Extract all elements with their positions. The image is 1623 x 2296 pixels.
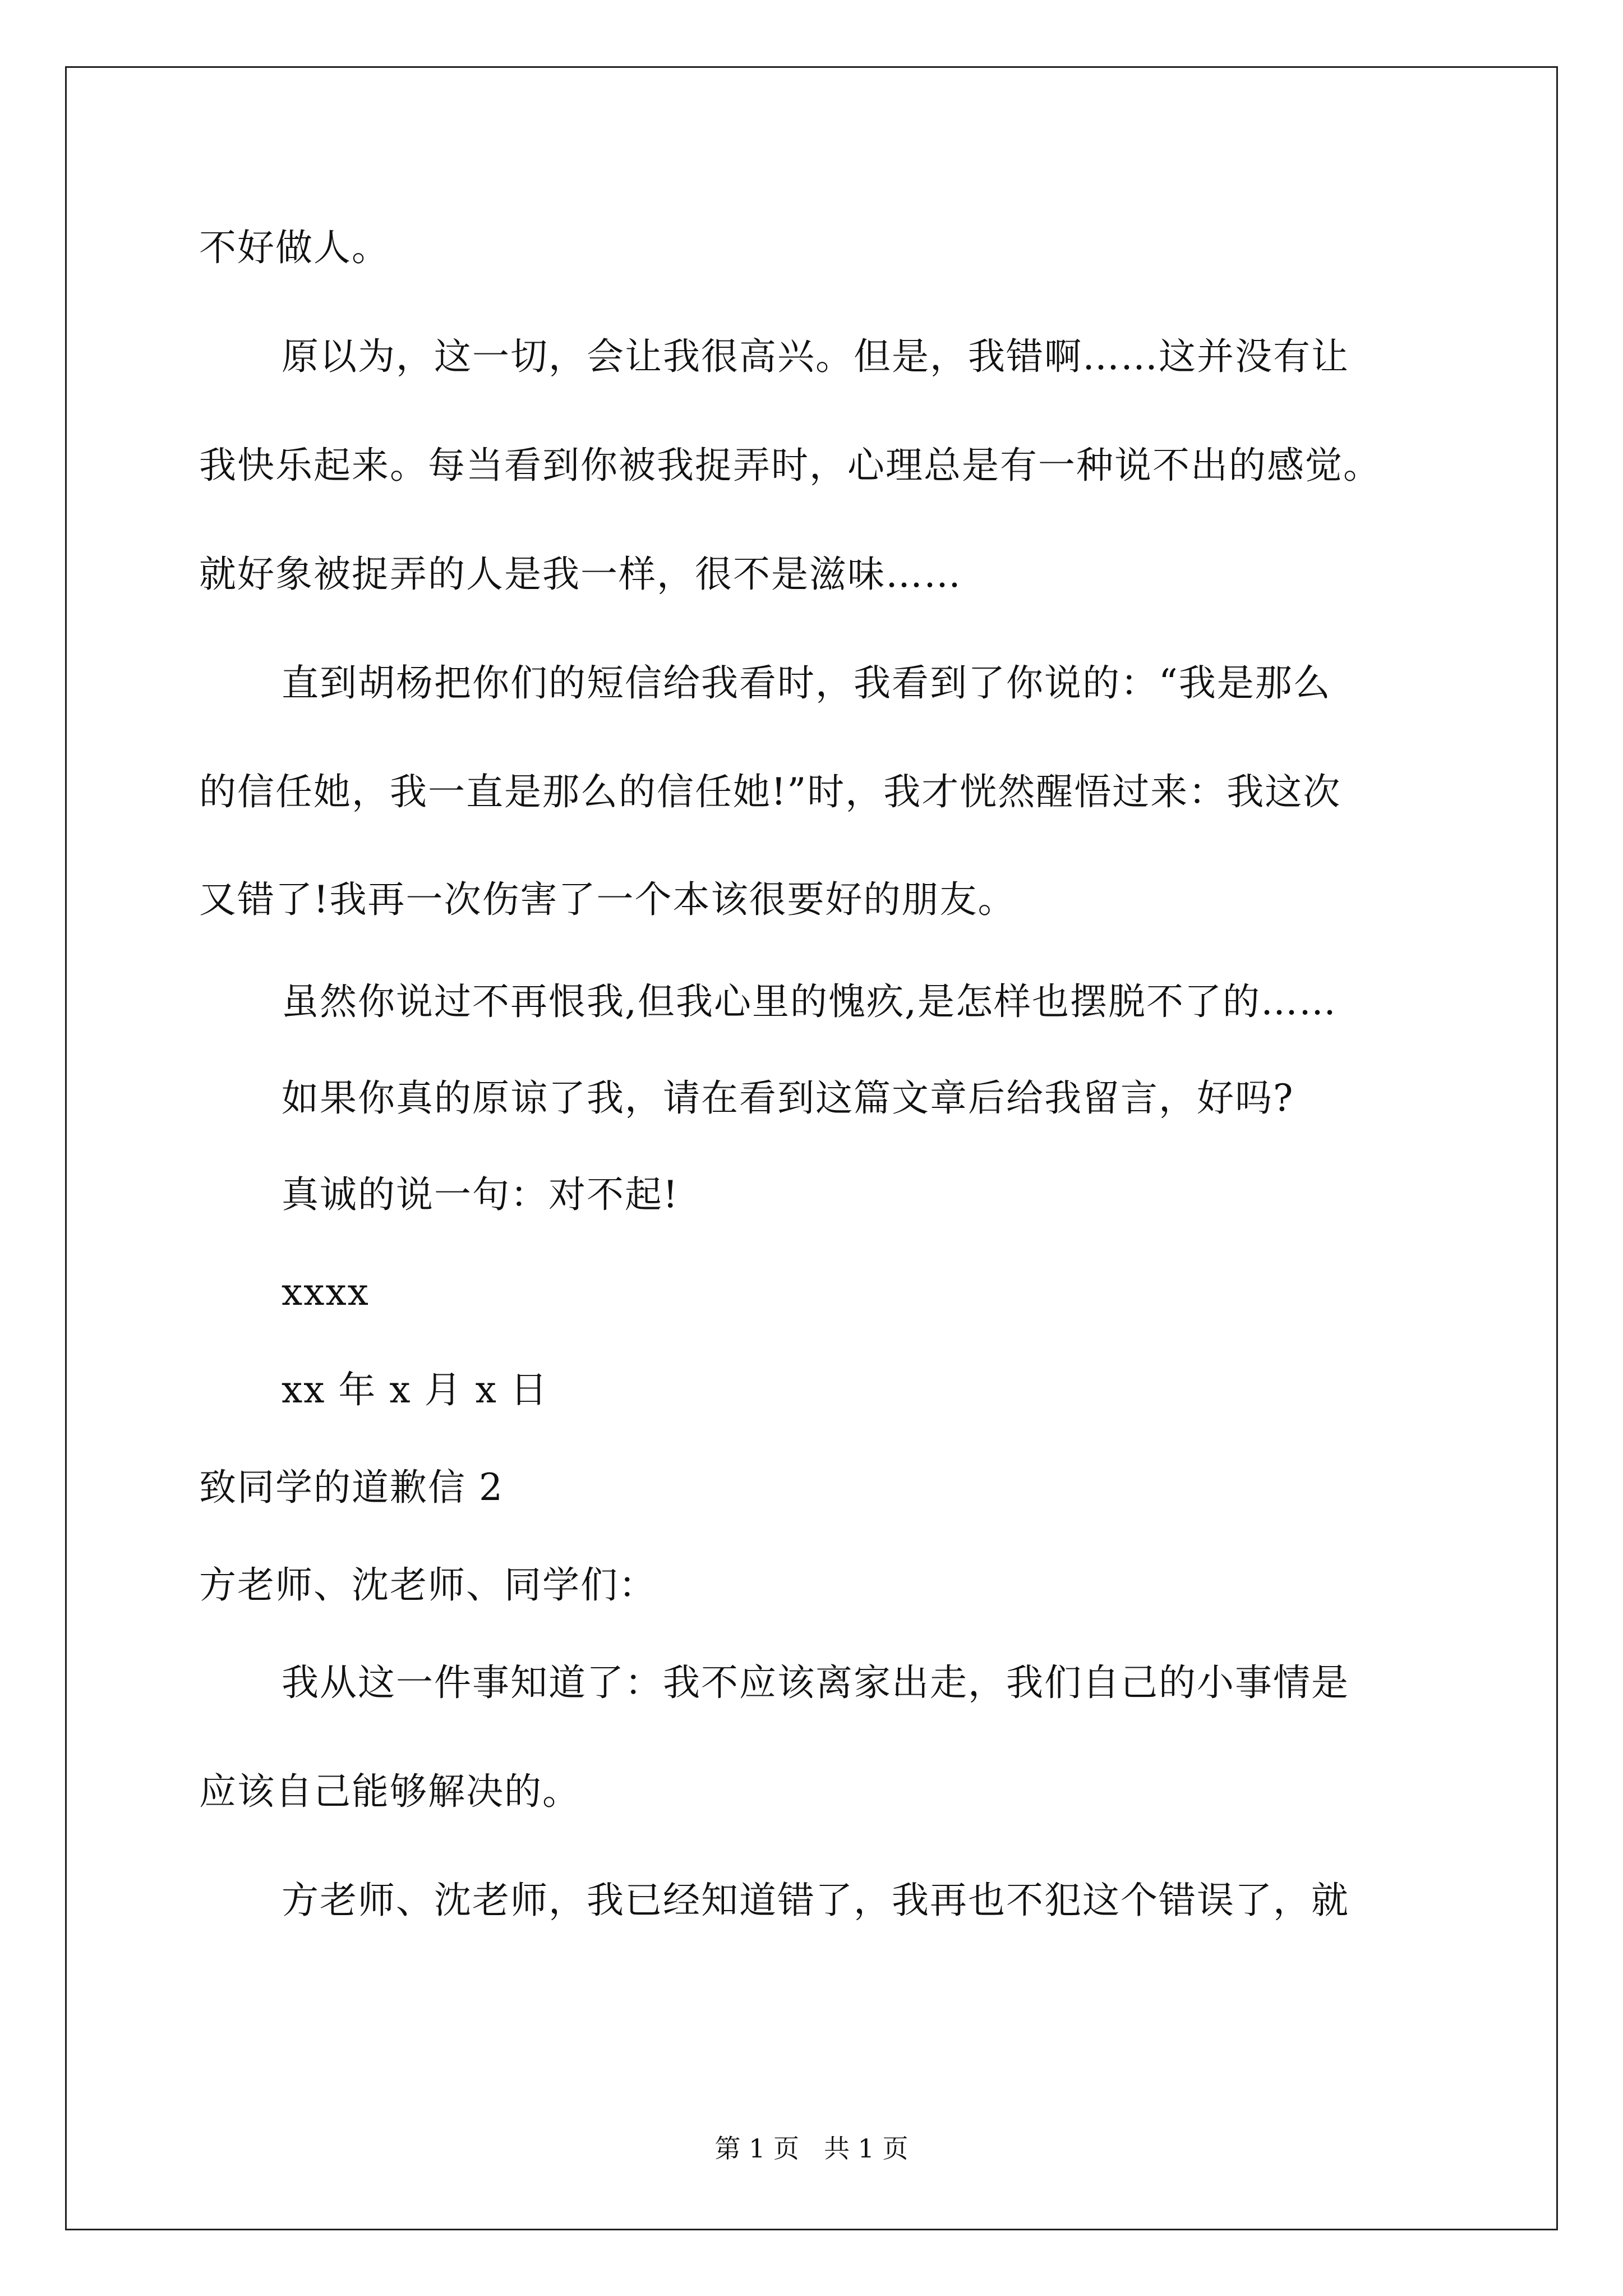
body-line-13: 方老师、沈老师，我已经知道错了，我再也不犯这个错误了，就	[282, 1879, 1349, 1922]
section-title: 致同学的道歉信 2	[199, 1466, 504, 1509]
salutation: 方老师、沈老师、同学们：	[199, 1563, 657, 1607]
page-footer	[0, 2132, 1623, 2165]
body-line-3: 我快乐起来。每当看到你被我捉弄时，心理总是有一种说不出的感觉。	[199, 444, 1381, 487]
body-line-6: 的信任她，我一直是那么的信任她!”时，我才恍然醒悟过来：我这次	[199, 770, 1341, 813]
body-line-11: 我从这一件事知道了：我不应该离家出走，我们自己的小事情是	[282, 1661, 1349, 1704]
body-line-8: 虽然你说过不再恨我,但我心里的愧疚,是怎样也摆脱不了的……	[282, 980, 1337, 1023]
body-line-9: 如果你真的原谅了我，请在看到这篇文章后给我留言，好吗?	[282, 1076, 1294, 1120]
body-line-2: 原以为，这一切，会让我很高兴。但是，我错啊……这并没有让	[282, 335, 1349, 378]
body-line-12: 应该自己能够解决的。	[199, 1770, 580, 1813]
body-line-1: 不好做人。	[199, 226, 390, 269]
signature-date: xx 年 x 月 x 日	[282, 1368, 548, 1411]
page-number: 第 1 页	[714, 2133, 799, 2164]
signature-name: xxxx	[282, 1271, 370, 1314]
body-line-4: 就好象被捉弄的人是我一样，很不是滋味……	[199, 553, 962, 596]
body-line-5: 直到胡杨把你们的短信给我看时，我看到了你说的：“我是那么	[282, 661, 1331, 705]
body-line-7: 又错了!我再一次伤害了一个本该很要好的朋友。	[199, 878, 1016, 921]
body-line-10: 真诚的说一句：对不起!	[282, 1173, 679, 1216]
page-total: 共 1 页	[824, 2133, 909, 2164]
